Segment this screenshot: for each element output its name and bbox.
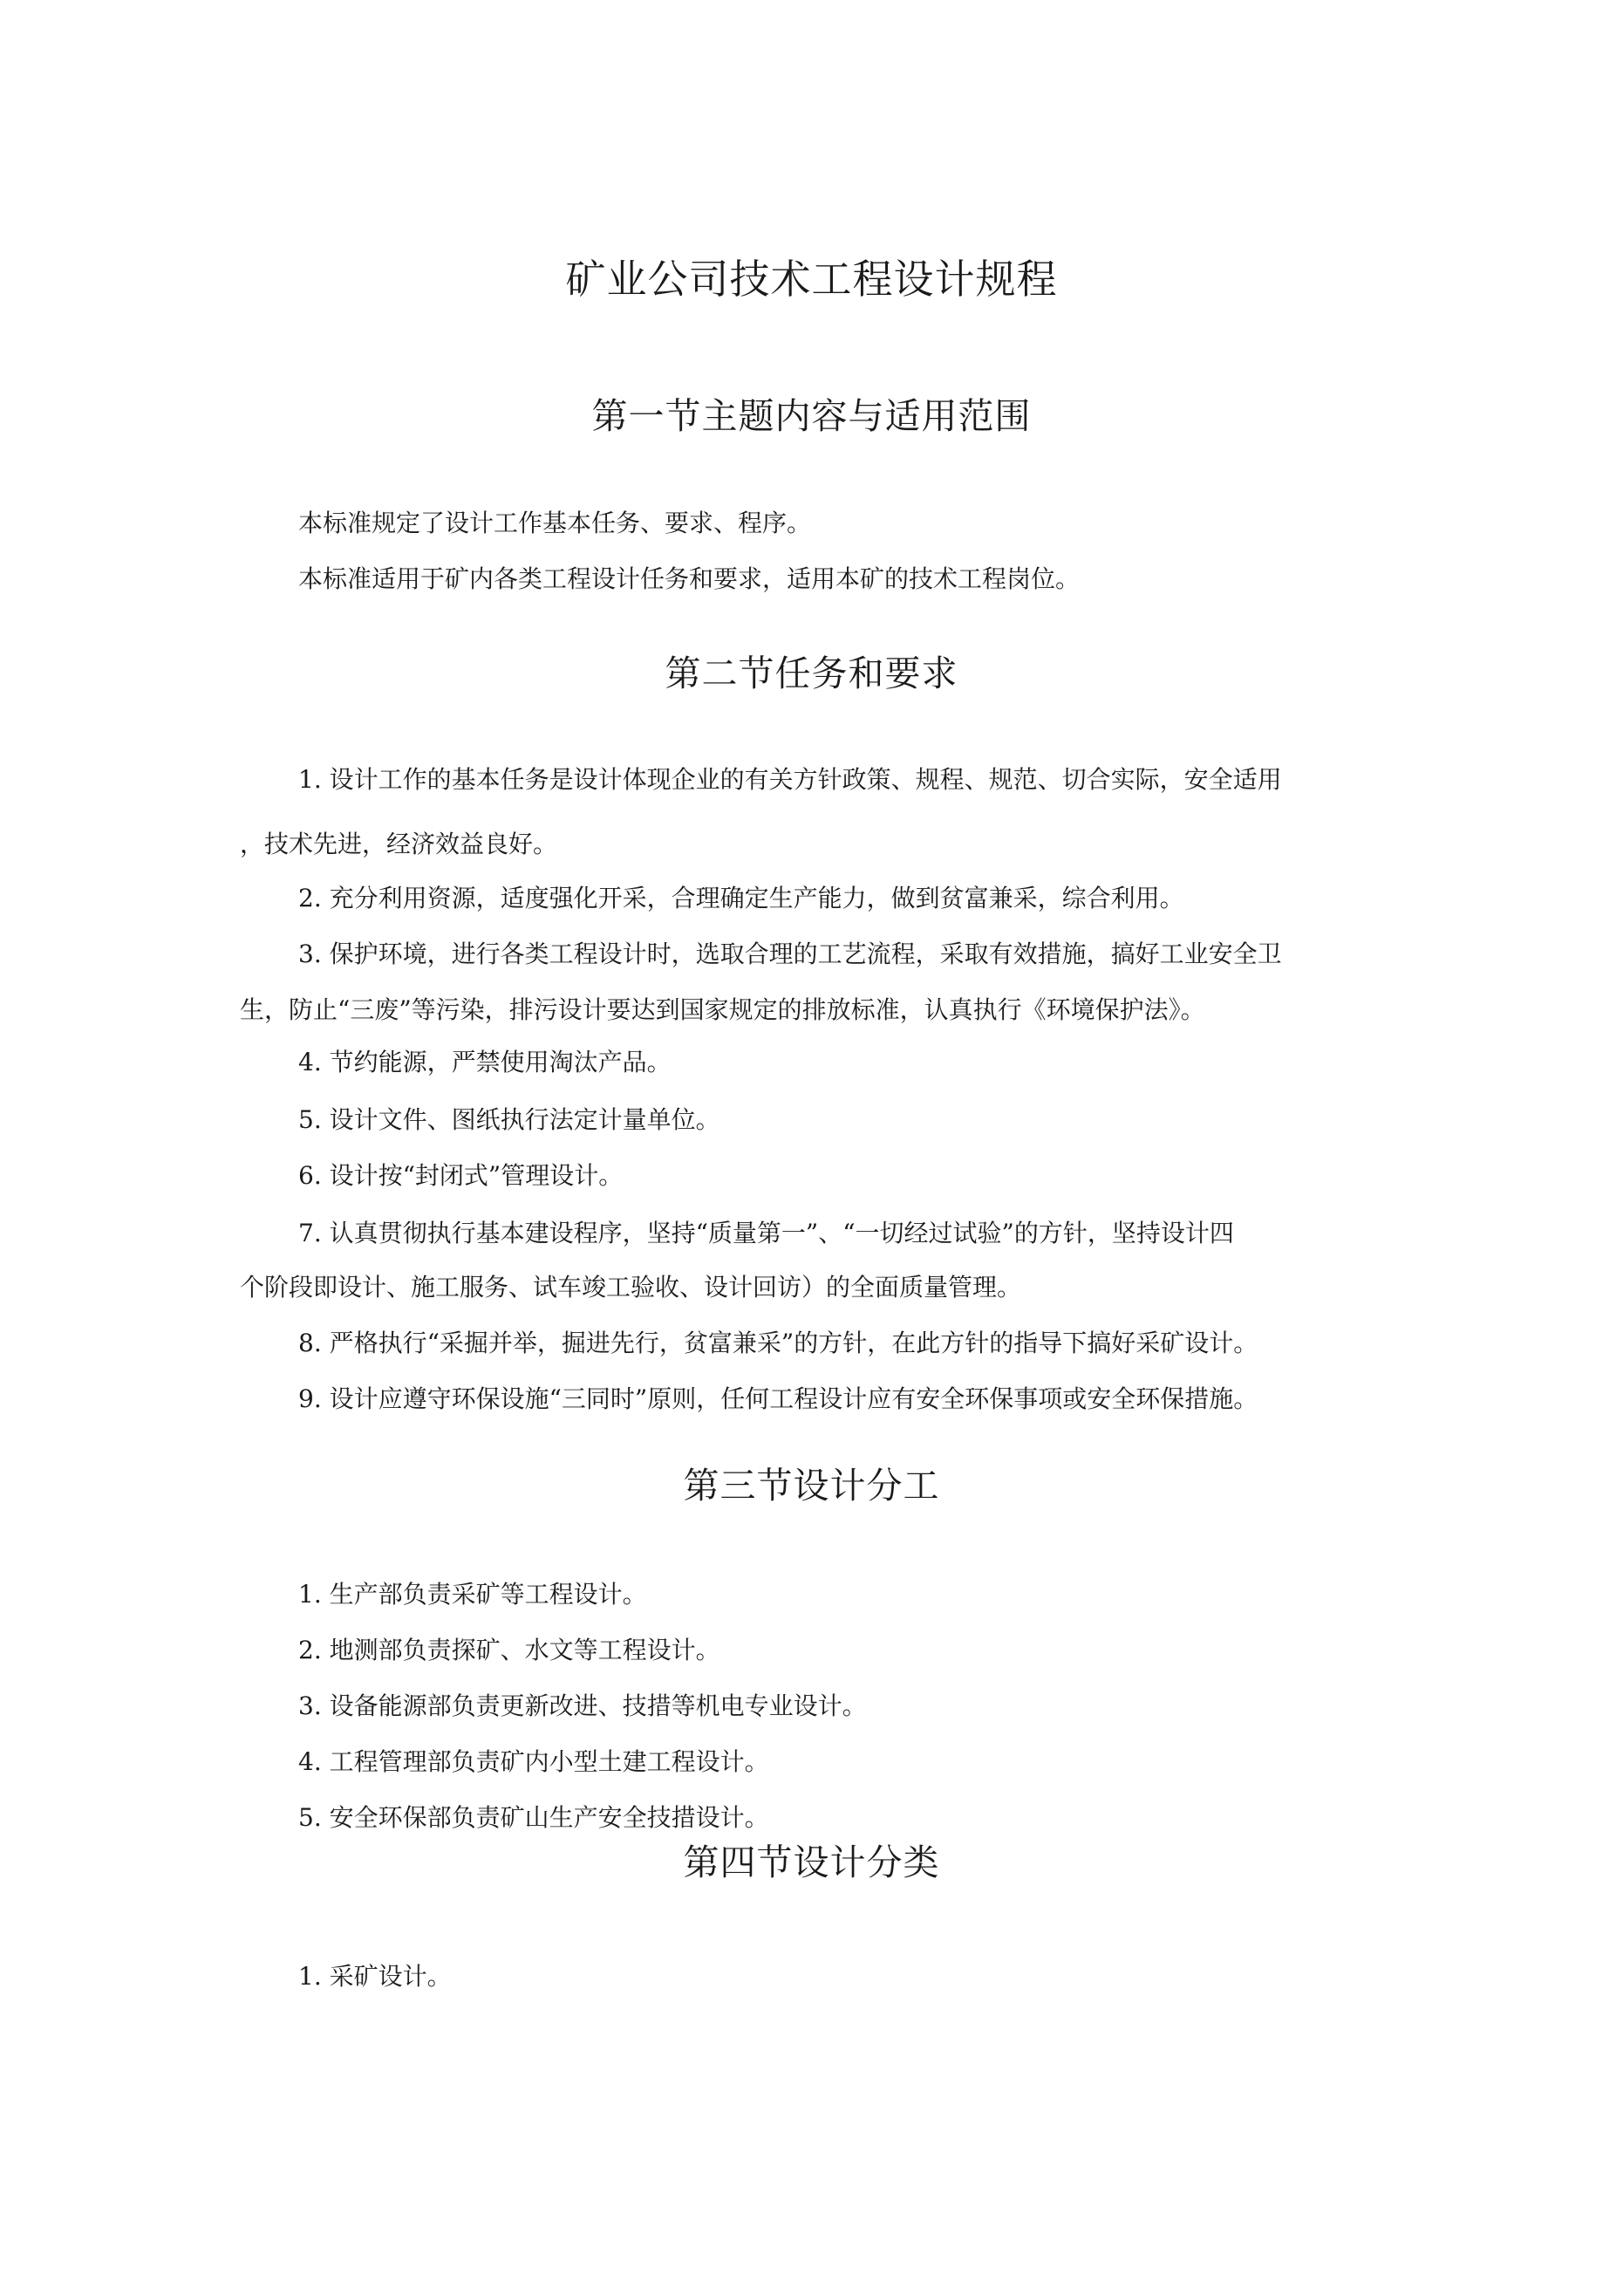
section-2-item-6: 6. 设计按“封闭式”管理设计。 bbox=[298, 1161, 624, 1190]
section-2-item-3-line-1: 3. 保护环境，进行各类工程设计时，选取合理的工艺流程，采取有效措施，搞好工业安全卫 bbox=[298, 940, 1282, 968]
section-2-item-3-line-2: 生，防止“三废”等污染，排污设计要达到国家规定的排放标准，认真执行《环境保护法》。 bbox=[240, 995, 1205, 1024]
section-4-item-1: 1. 采矿设计。 bbox=[298, 1962, 452, 1991]
section-1-paragraph-2: 本标准适用于矿内各类工程设计任务和要求，适用本矿的技术工程岗位。 bbox=[298, 564, 1081, 593]
section-3-item-1: 1. 生产部负责采矿等工程设计。 bbox=[298, 1580, 647, 1609]
section-2-item-4: 4. 节约能源，严禁使用淘汰产品。 bbox=[298, 1048, 672, 1076]
document-title: 矿业公司技术工程设计规程 bbox=[565, 256, 1058, 303]
section-2-item-2: 2. 充分利用资源，适度强化开采，合理确定生产能力，做到贫富兼采，综合利用。 bbox=[298, 884, 1184, 912]
section-2-heading: 第二节任务和要求 bbox=[665, 653, 958, 694]
section-3-item-4: 4. 工程管理部负责矿内小型土建工程设计。 bbox=[298, 1747, 769, 1776]
section-2-item-1-line-1: 1. 设计工作的基本任务是设计体现企业的有关方针政策、规程、规范、切合实际，安全适用 bbox=[298, 765, 1282, 794]
section-3-heading: 第三节设计分工 bbox=[683, 1465, 940, 1507]
section-3-item-2: 2. 地测部负责探矿、水文等工程设计。 bbox=[298, 1636, 720, 1664]
section-3-item-3: 3. 设备能源部负责更新改进、技措等机电专业设计。 bbox=[298, 1691, 867, 1720]
section-4-heading: 第四节设计分类 bbox=[683, 1842, 940, 1883]
section-1-heading: 第一节主题内容与适用范围 bbox=[591, 395, 1032, 437]
section-2-item-9: 9. 设计应遵守环保设施“三同时”原则，任何工程设计应有安全环保事项或安全环保措施。 bbox=[298, 1384, 1258, 1413]
section-1-paragraph-1: 本标准规定了设计工作基本任务、要求、程序。 bbox=[298, 509, 812, 537]
section-2-item-1-line-2: ，技术先进，经济效益良好。 bbox=[240, 830, 558, 858]
section-2-item-7-line-1: 7. 认真贯彻执行基本建设程序，坚持“质量第一”、“一切经过试验”的方针，坚持设计四 bbox=[298, 1219, 1234, 1247]
section-2-item-7-line-2: 个阶段即设计、施工服务、试车竣工验收、设计回访）的全面质量管理。 bbox=[240, 1273, 1022, 1302]
section-2-item-5: 5. 设计文件、图纸执行法定计量单位。 bbox=[298, 1105, 720, 1134]
section-3-item-5: 5. 安全环保部负责矿山生产安全技措设计。 bbox=[298, 1803, 769, 1832]
section-2-item-8: 8. 严格执行“采掘并举，掘进先行，贫富兼采”的方针，在此方针的指导下搞好采矿设计。 bbox=[298, 1329, 1258, 1357]
